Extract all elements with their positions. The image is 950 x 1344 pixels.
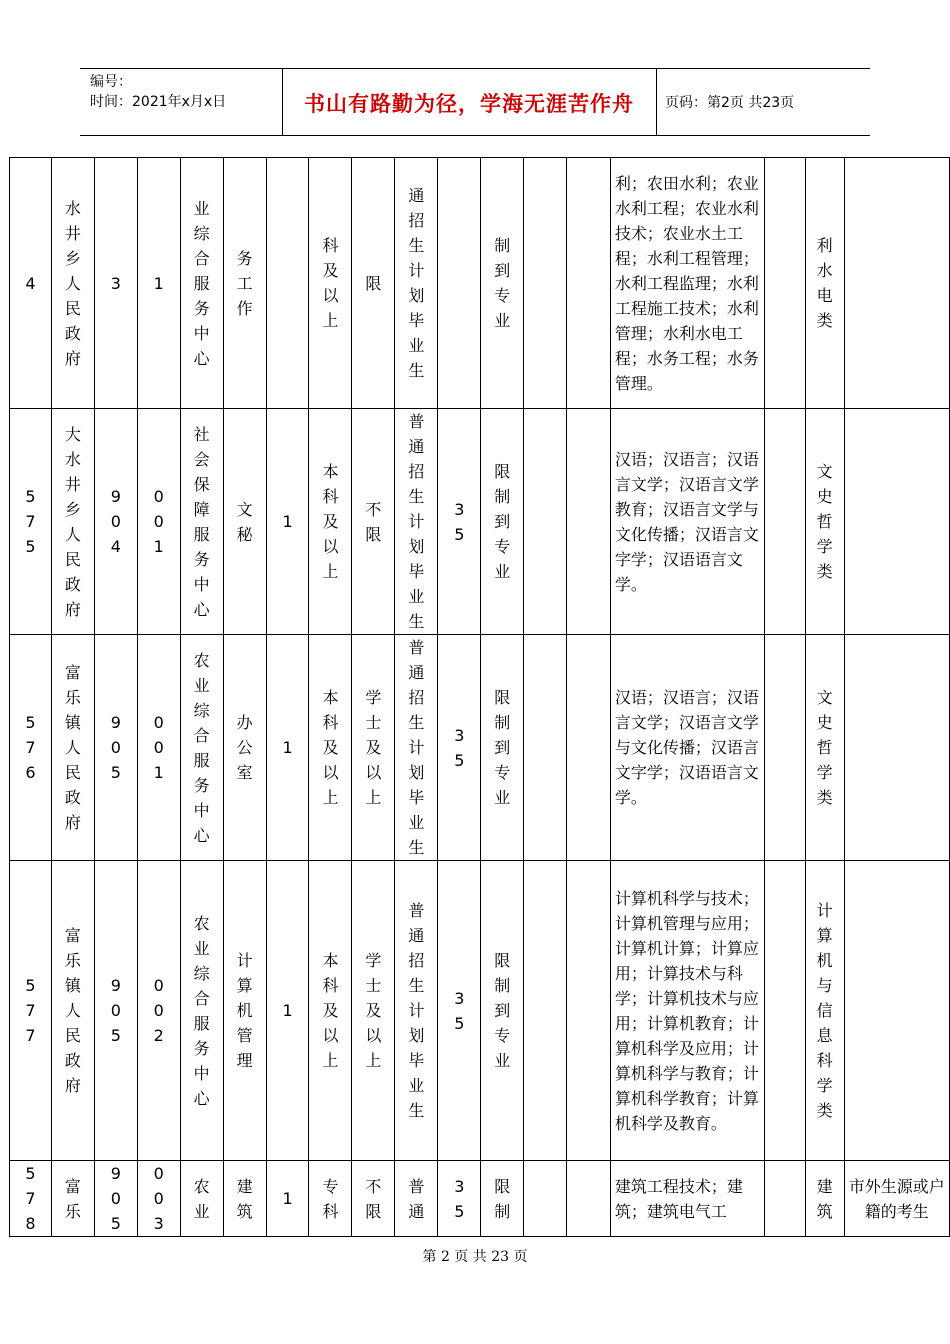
cell-empty (524, 158, 567, 409)
cell-empty (567, 635, 611, 861)
cell-note (844, 158, 949, 409)
cell-headcount: 1 (266, 861, 309, 1161)
cell-position-code: 001 (137, 635, 180, 861)
document-number-label: 编号： (90, 74, 132, 90)
cell-major-limit: 限制到专业 (481, 861, 524, 1161)
header-motto: 书山有路勤为径，学海无涯苦作舟 (304, 91, 634, 116)
table-row (10, 635, 950, 861)
cell-age (438, 158, 481, 409)
cell-note (844, 861, 949, 1161)
cell-degree: 不限 (352, 409, 395, 635)
cell-serial-no: 576 (10, 635, 52, 861)
cell-empty (764, 861, 805, 1161)
header-page-info: 页码：第2页 共23页 (665, 95, 795, 111)
cell-major-limit: 限制到专业 (481, 409, 524, 635)
cell-unit: 业综合服务中心 (180, 158, 223, 409)
cell-category: 建筑 (805, 1161, 844, 1237)
cell-note (844, 635, 949, 861)
cell-age: 35 (438, 1161, 481, 1237)
cell-position: 计算机管理 (223, 861, 266, 1161)
cell-source: 通招生计划毕业生 (395, 158, 438, 409)
header-top-rule (80, 68, 870, 69)
cell-unit: 社会保障服务中心 (180, 409, 223, 635)
cell-position: 办公室 (223, 635, 266, 861)
cell-department: 富乐镇人民政府 (51, 635, 94, 861)
cell-unit: 农业综合服务中心 (180, 635, 223, 861)
cell-empty (567, 861, 611, 1161)
cell-empty (524, 861, 567, 1161)
cell-major-limit: 限制到专业 (481, 635, 524, 861)
cell-category: 计算机与信息科学类 (805, 861, 844, 1161)
cell-empty (567, 158, 611, 409)
table-row (10, 1161, 950, 1237)
recruitment-table (9, 157, 950, 1237)
cell-empty (524, 409, 567, 635)
cell-note (844, 409, 949, 635)
cell-majors: 利；农田水利；农业水利工程；农业水利技术；农业水土工程；水利工程管理；水利工程监理；水利工程施工技术；水利管理；水利水电工程；水务工程；水务管理。 (610, 158, 764, 409)
cell-education: 科及以上 (309, 158, 352, 409)
cell-majors: 计算机科学与技术；计算机管理与应用；计算机计算；计算应用；计算技术与科学；计算机技术与应用；计算机教育；计算机科学及应用；计算机科学与教育；计算机科学教育；计算机科学及教育。 (610, 861, 764, 1161)
cell-age: 35 (438, 409, 481, 635)
cell-education: 专科 (309, 1161, 352, 1237)
cell-department-code: 3 (94, 158, 137, 409)
cell-empty (524, 1161, 567, 1237)
cell-position-code: 002 (137, 861, 180, 1161)
table-row (10, 158, 950, 409)
cell-serial-no: 578 (10, 1161, 52, 1237)
cell-education: 本科及以上 (309, 861, 352, 1161)
page-header (80, 68, 870, 136)
cell-empty (567, 1161, 611, 1237)
cell-age: 35 (438, 635, 481, 861)
cell-department-code: 905 (94, 861, 137, 1161)
cell-department-code: 905 (94, 1161, 137, 1237)
cell-serial-no: 577 (10, 861, 52, 1161)
cell-position-code: 003 (137, 1161, 180, 1237)
cell-empty (764, 635, 805, 861)
cell-department: 富乐镇人民政府 (51, 861, 94, 1161)
cell-category: 利水电类 (805, 158, 844, 409)
cell-position: 文秘 (223, 409, 266, 635)
cell-majors: 汉语；汉语言；汉语言文学；汉语言文学教育；汉语言文学与文化传播；汉语言文字学；汉语语言文学。 (610, 409, 764, 635)
cell-serial-no: 575 (10, 409, 52, 635)
cell-source: 普通 (395, 1161, 438, 1237)
cell-major-limit: 制到专业 (481, 158, 524, 409)
table-row (10, 861, 950, 1161)
cell-category: 文史哲学类 (805, 635, 844, 861)
cell-note: 市外生源或户籍的考生 (844, 1161, 949, 1237)
cell-headcount: 1 (266, 635, 309, 861)
cell-serial-no: 4 (10, 158, 52, 409)
header-meta (90, 72, 226, 112)
cell-source: 普通招生计划毕业生 (395, 635, 438, 861)
table-row (10, 409, 950, 635)
cell-majors: 建筑工程技术；建筑；建筑电气工 (610, 1161, 764, 1237)
cell-education: 本科及以上 (309, 635, 352, 861)
cell-degree: 学士及以上 (352, 861, 395, 1161)
cell-degree: 学士及以上 (352, 635, 395, 861)
cell-department-code: 905 (94, 635, 137, 861)
cell-headcount: 1 (266, 1161, 309, 1237)
cell-empty (764, 409, 805, 635)
cell-empty (764, 158, 805, 409)
cell-department: 大水井乡人民政府 (51, 409, 94, 635)
cell-department: 水井乡人民政府 (51, 158, 94, 409)
cell-empty (567, 409, 611, 635)
page-footer: 第 2 页 共 23 页 (422, 1249, 528, 1265)
cell-education: 本科及以上 (309, 409, 352, 635)
cell-degree: 限 (352, 158, 395, 409)
cell-department-code: 904 (94, 409, 137, 635)
cell-department: 富乐 (51, 1161, 94, 1237)
header-divider (656, 68, 657, 136)
cell-headcount: 1 (266, 409, 309, 635)
cell-source: 普通招生计划毕业生 (395, 861, 438, 1161)
cell-unit: 农业 (180, 1161, 223, 1237)
cell-empty (524, 635, 567, 861)
cell-category: 文史哲学类 (805, 409, 844, 635)
cell-empty (764, 1161, 805, 1237)
cell-source: 普通招生计划毕业生 (395, 409, 438, 635)
document-time-label: 时间：2021年x月x日 (90, 94, 227, 110)
cell-position: 务工作 (223, 158, 266, 409)
cell-position: 建筑 (223, 1161, 266, 1237)
cell-unit: 农业综合服务中心 (180, 861, 223, 1161)
cell-position-code: 001 (137, 409, 180, 635)
cell-major-limit: 限制 (481, 1161, 524, 1237)
cell-position-code: 1 (137, 158, 180, 409)
cell-degree: 不限 (352, 1161, 395, 1237)
cell-headcount (266, 158, 309, 409)
cell-age: 35 (438, 861, 481, 1161)
cell-majors: 汉语；汉语言；汉语言文学；汉语言文学与文化传播；汉语言文字学；汉语语言文学。 (610, 635, 764, 861)
header-bottom-rule (80, 135, 870, 136)
